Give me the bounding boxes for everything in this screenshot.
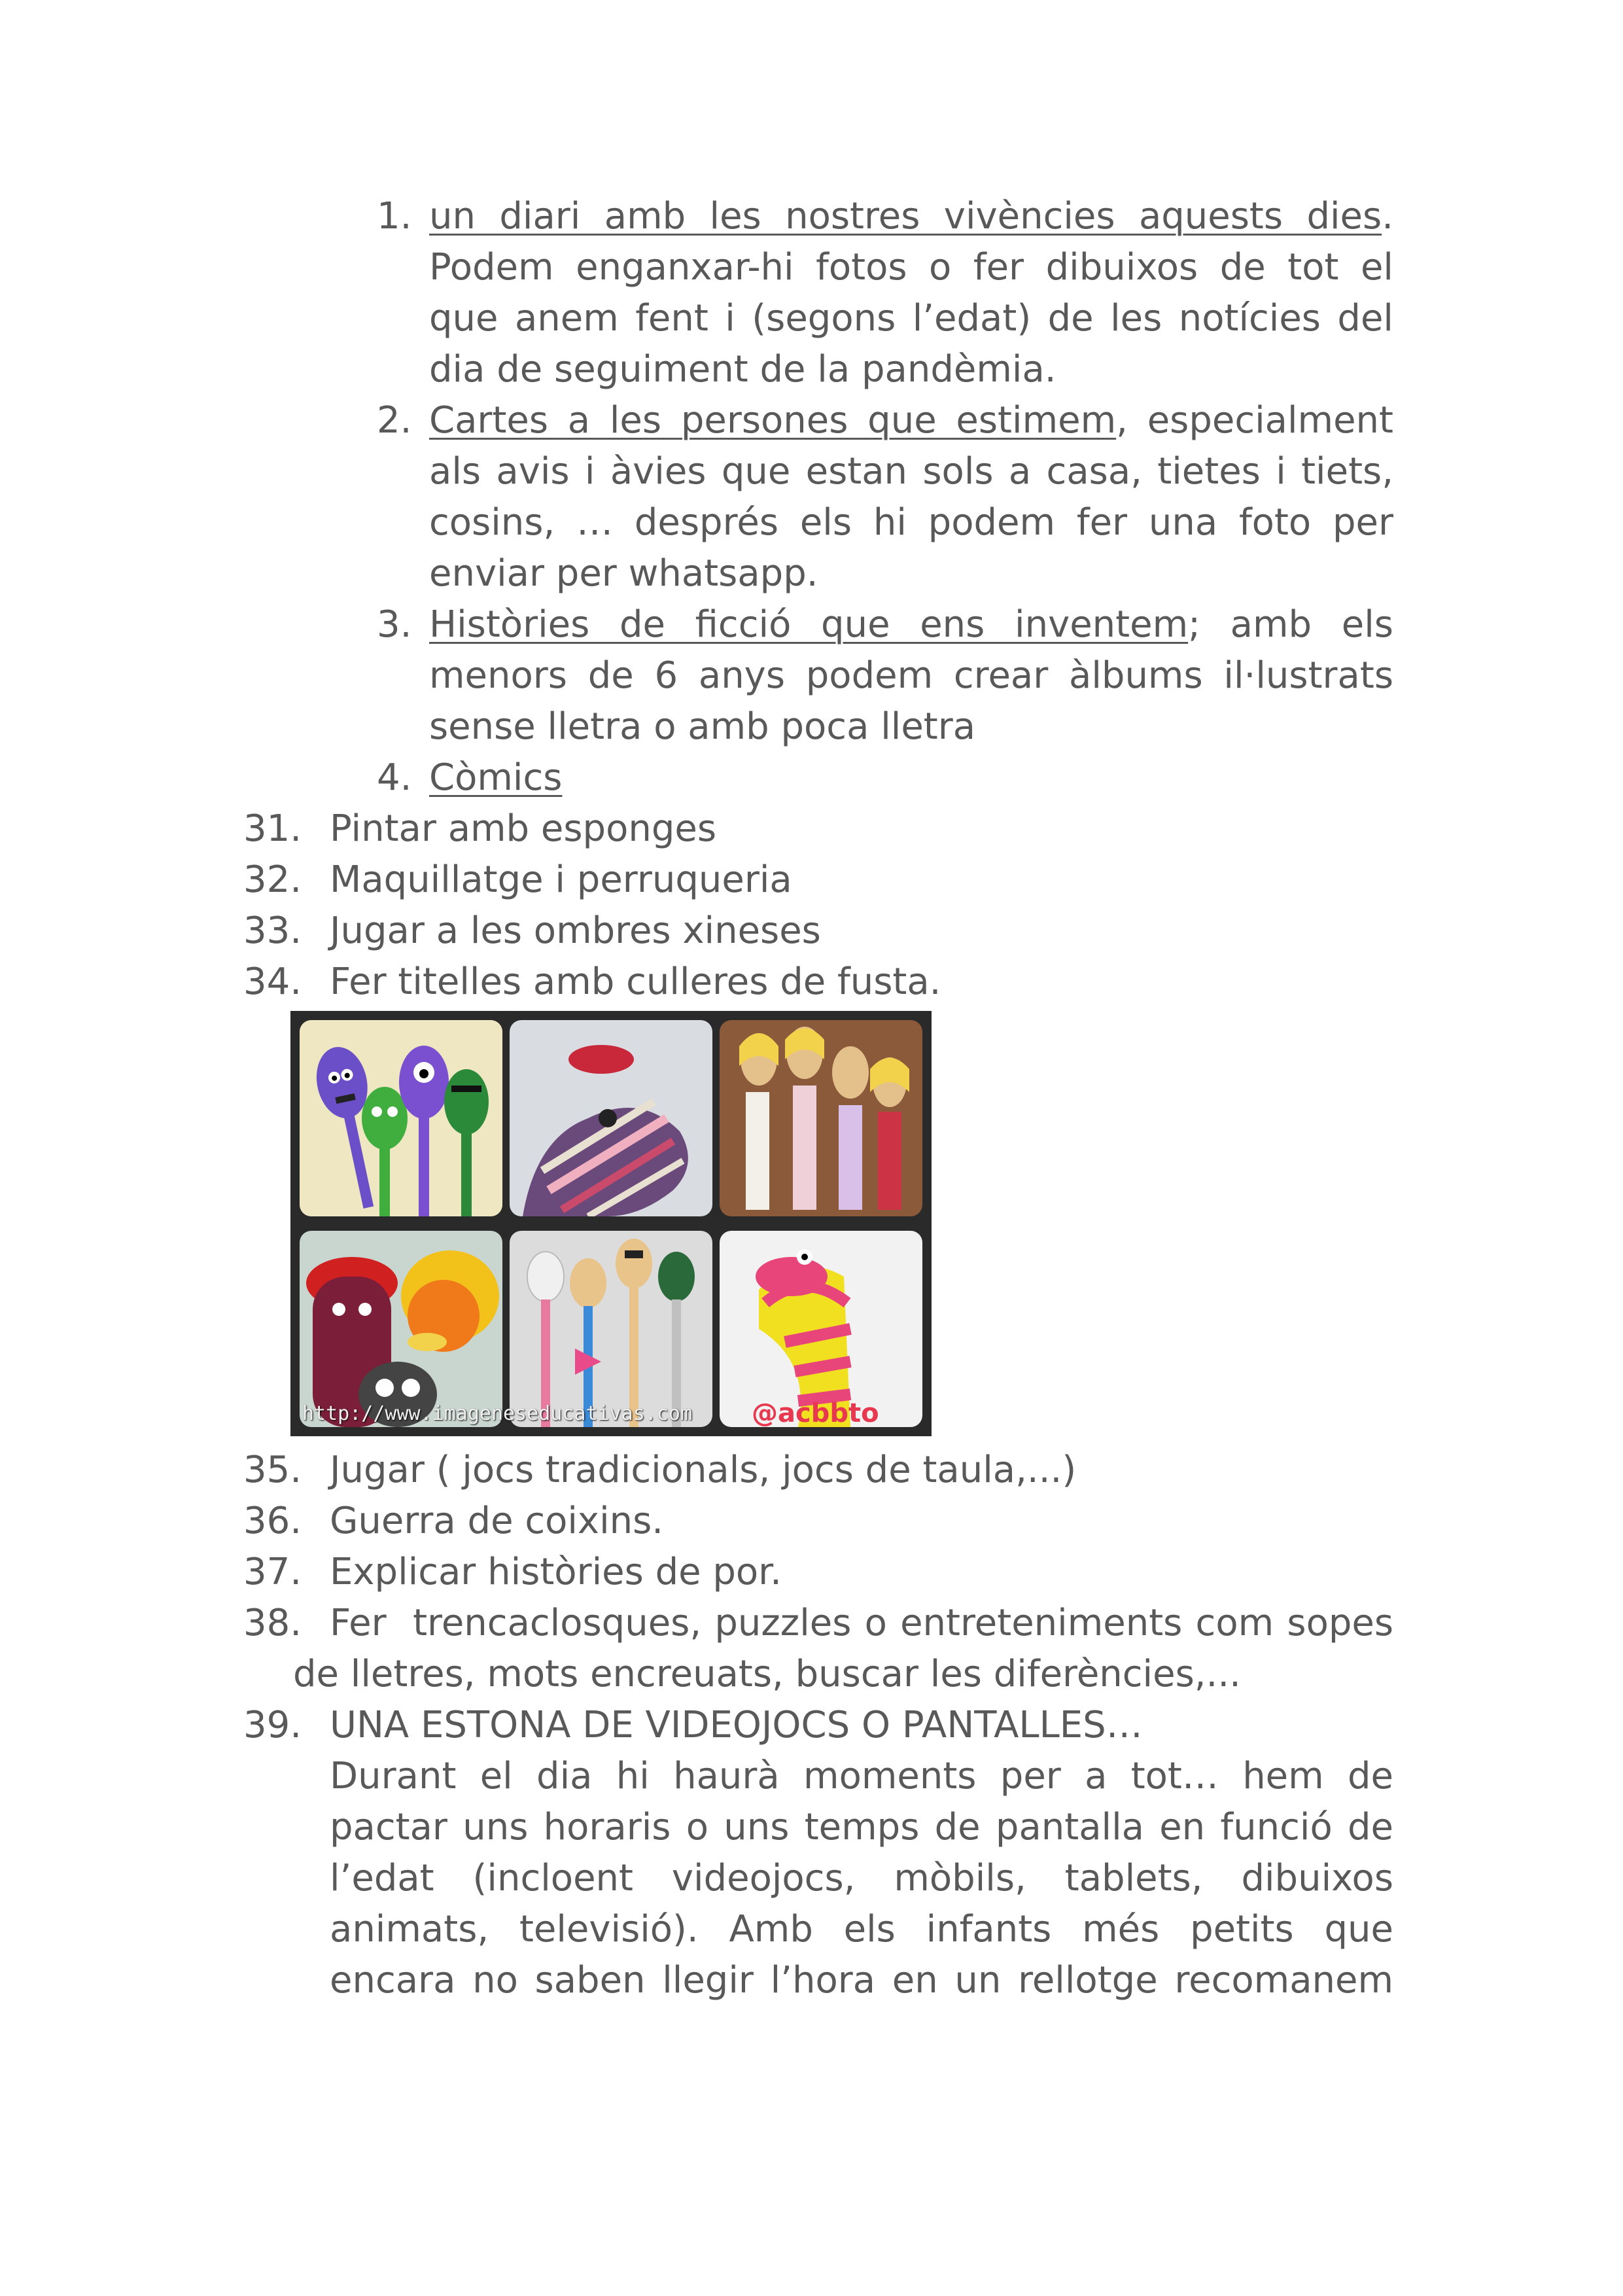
list-number: 38. bbox=[243, 1602, 302, 1644]
underlined-text: Cartes a les persones que estimem bbox=[429, 399, 1117, 442]
list-item: un diari amb les nostres vivències aquests dies. bbox=[429, 195, 1393, 238]
watermark-url: http://www.imageneseducativas.com bbox=[302, 1402, 693, 1425]
striped-sock-snake-photo bbox=[720, 1231, 922, 1427]
list-item: Fer titelles amb culleres de fusta. bbox=[330, 961, 941, 1003]
list-item bbox=[429, 752, 562, 804]
paragraph-line: pactar uns horaris o uns temps de pantalla en funció de bbox=[330, 1806, 1393, 1848]
list-item: Fer trencaclosques, puzzles o entreteniments com sopes bbox=[330, 1602, 1393, 1644]
list-number: 36. bbox=[243, 1500, 302, 1542]
underlined-text: Còmics bbox=[429, 756, 563, 799]
list-number: 33. bbox=[243, 910, 302, 952]
underlined-text: un diari amb les nostres vivències aquests dies bbox=[429, 195, 1382, 238]
list-number: 2. bbox=[377, 399, 412, 442]
list-item: Pintar amb esponges bbox=[330, 807, 717, 850]
list-item-continuation: que anem fent i (segons l’edat) de les notícies del bbox=[429, 297, 1393, 340]
list-number: 32. bbox=[243, 858, 302, 901]
list-item-heading: UNA ESTONA DE VIDEOJOCS O PANTALLES… bbox=[330, 1704, 1143, 1746]
list-item-continuation: dia de seguiment de la pandèmia. bbox=[429, 348, 1056, 391]
list-number: 1. bbox=[377, 195, 412, 238]
list-item-continuation: als avis i àvies que estan sols a casa, tietes i tiets, bbox=[429, 450, 1393, 493]
list-number: 35. bbox=[243, 1449, 302, 1491]
list-item: Guerra de coixins. bbox=[330, 1500, 664, 1542]
list-number: 34. bbox=[243, 961, 302, 1003]
puppet-collage-image bbox=[290, 1011, 932, 1436]
sock-puppet-photo bbox=[510, 1020, 712, 1216]
sock-puppets-group-photo bbox=[300, 1231, 502, 1427]
list-item: Històries de ficció que ens inventem; amb els bbox=[429, 603, 1393, 646]
list-number: 39. bbox=[243, 1704, 302, 1746]
list-item-continuation: cosins, … després els hi podem fer una foto per bbox=[429, 501, 1393, 544]
paragraph-line: Durant el dia hi haurà moments per a tot… hem de bbox=[330, 1755, 1393, 1797]
list-item-continuation: sense lletra o amb poca lletra bbox=[429, 705, 976, 748]
list-item: Explicar històries de por. bbox=[330, 1551, 782, 1593]
list-number: 31. bbox=[243, 807, 302, 850]
paragraph-line: encara no saben llegir l’hora en un rellotge recomanem bbox=[330, 1959, 1393, 2002]
list-item: Jugar a les ombres xineses bbox=[330, 910, 821, 952]
watermark-handle: @acbbto bbox=[752, 1398, 879, 1428]
list-item: Jugar ( jocs tradicionals, jocs de taula,...) bbox=[330, 1449, 1077, 1491]
list-number: 37. bbox=[243, 1551, 302, 1593]
spoon-monsters-photo bbox=[300, 1020, 502, 1216]
paragraph-line: l’edat (incloent videojocs, mòbils, tablets, dibuixos bbox=[330, 1857, 1393, 1899]
list-number: 4. bbox=[377, 756, 412, 799]
paragraph-line: animats, televisió). Amb els infants més petits que bbox=[330, 1908, 1393, 1951]
list-number: 3. bbox=[377, 603, 412, 646]
list-item-continuation: Podem enganxar-hi fotos o fer dibuixos de tot el bbox=[429, 246, 1393, 289]
wooden-spoon-dolls-photo bbox=[720, 1020, 922, 1216]
list-item: Cartes a les persones que estimem, especialment bbox=[429, 399, 1394, 442]
list-item: Maquillatge i perruqueria bbox=[330, 858, 792, 901]
list-item-continuation: de lletres, mots encreuats, buscar les diferències,... bbox=[293, 1653, 1241, 1695]
underlined-text: Històries de ficció que ens inventem bbox=[429, 603, 1189, 646]
list-item-continuation: enviar per whatsapp. bbox=[429, 552, 818, 595]
painted-spoons-photo bbox=[510, 1231, 712, 1427]
list-item-continuation: menors de 6 anys podem crear àlbums il·lustrats bbox=[429, 654, 1393, 697]
